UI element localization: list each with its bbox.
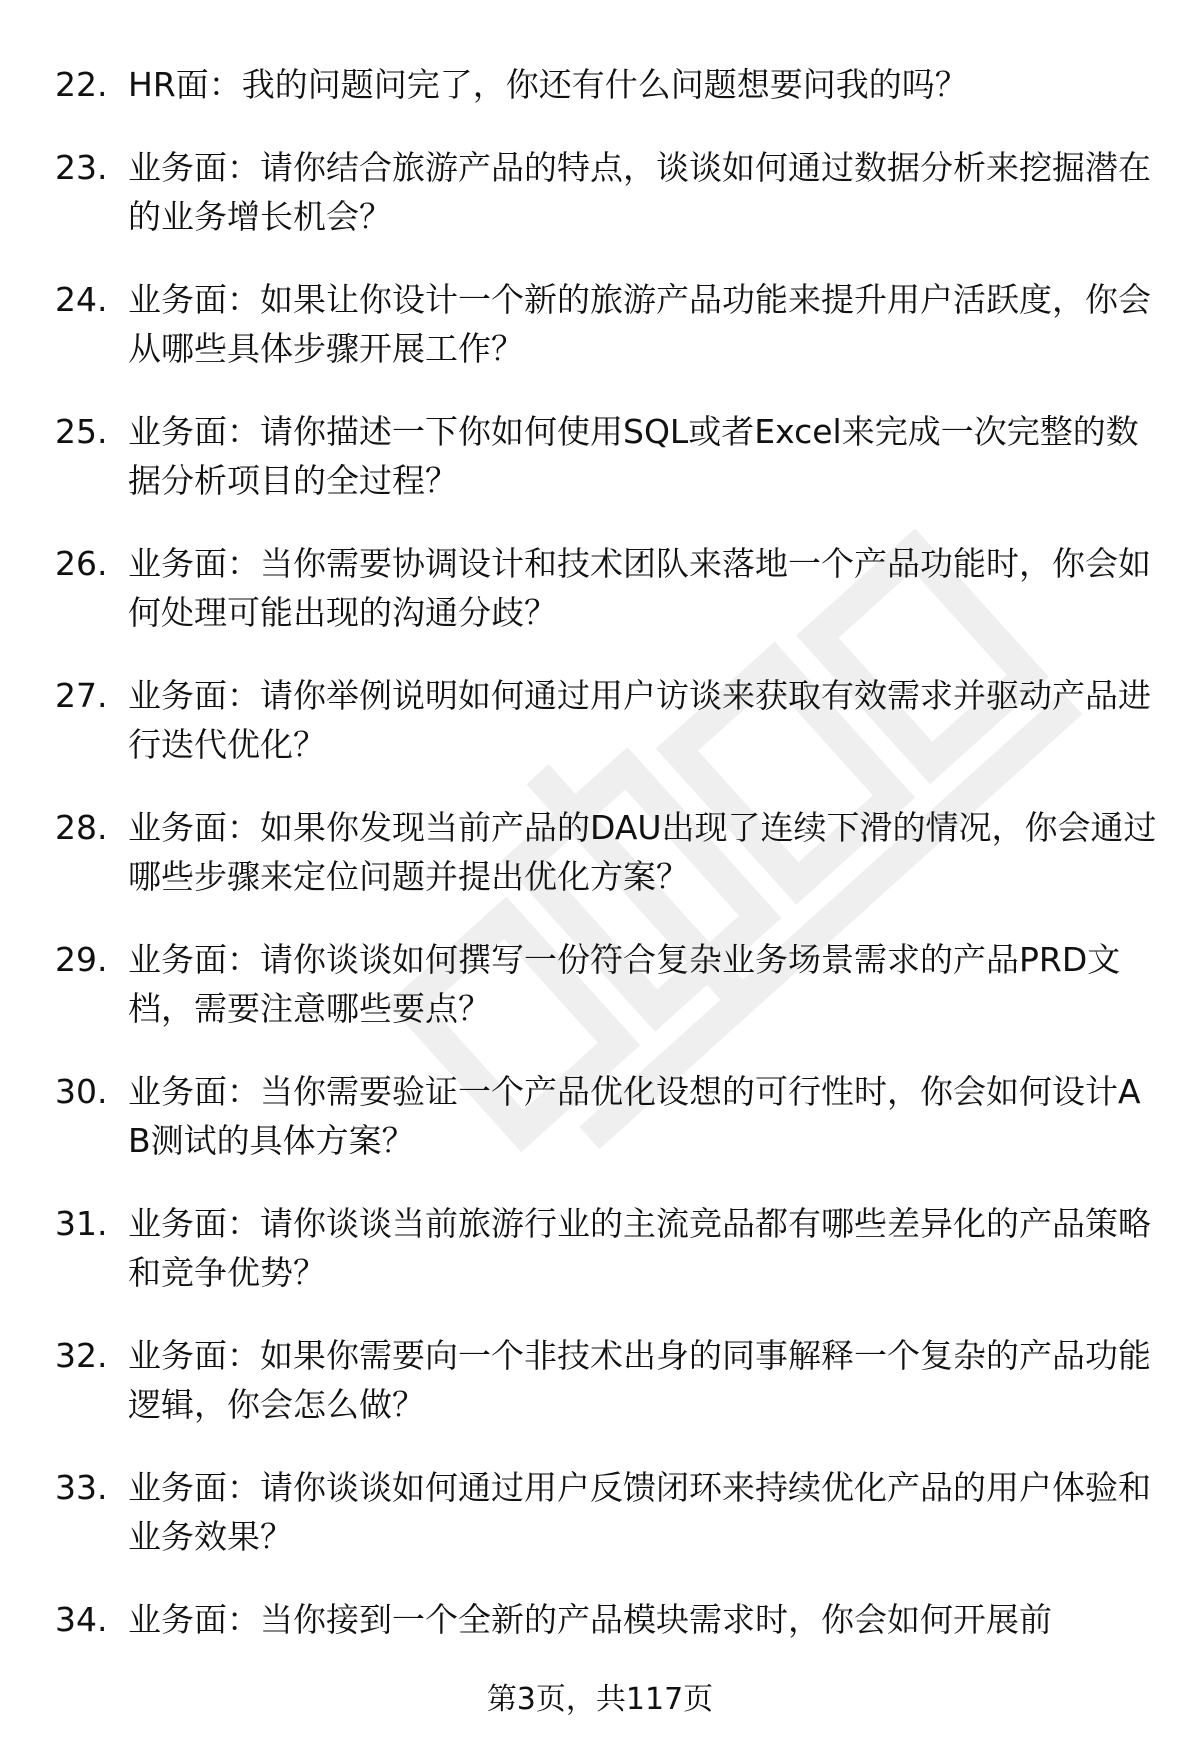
question-number: 32. <box>55 1336 108 1375</box>
question-number: 31. <box>55 1204 108 1243</box>
page-footer: 第3页，共117页 <box>486 1682 714 1717</box>
question-text: 业务面：请你举例说明如何通过用户访谈来获取有效需求并驱动产品进行迭代优化？ <box>128 676 1151 764</box>
question-number: 28. <box>55 808 108 847</box>
question-text: 业务面：请你谈谈如何撰写一份符合复杂业务场景需求的产品PRD文档，需要注意哪些要点？ <box>128 940 1121 1028</box>
question-number: 27. <box>55 676 108 715</box>
question-number: 33. <box>55 1468 108 1507</box>
question-number: 22. <box>55 65 108 104</box>
question-number: 26. <box>55 544 108 583</box>
question-number: 34. <box>55 1600 108 1639</box>
question-text: HR面：我的问题问完了，你还有什么问题想要问我的吗？ <box>128 65 968 104</box>
question-text: 业务面：当你接到一个全新的产品模块需求时，你会如何开展前 <box>128 1600 1052 1639</box>
question-text: 业务面：当你需要验证一个产品优化设想的可行性时，你会如何设计AB测试的具体方案？ <box>128 1072 1141 1160</box>
question-text: 业务面：如果你需要向一个非技术出身的同事解释一个复杂的产品功能逻辑，你会怎么做？ <box>128 1336 1151 1424</box>
question-number: 25. <box>55 412 108 451</box>
question-number: 30. <box>55 1072 108 1111</box>
question-text: 业务面：请你谈谈当前旅游行业的主流竞品都有哪些差异化的产品策略和竞争优势？ <box>128 1204 1151 1292</box>
question-text: 业务面：当你需要协调设计和技术团队来落地一个产品功能时，你会如何处理可能出现的沟通分歧？ <box>128 544 1151 632</box>
question-number: 23. <box>55 148 108 187</box>
question-number: 24. <box>55 280 108 319</box>
question-text: 业务面：请你结合旅游产品的特点，谈谈如何通过数据分析来挖掘潜在的业务增长机会？ <box>128 148 1151 236</box>
question-text: 业务面：请你谈谈如何通过用户反馈闭环来持续优化产品的用户体验和业务效果？ <box>128 1468 1151 1556</box>
question-text: 业务面：如果你发现当前产品的DAU出现了连续下滑的情况，你会通过哪些步骤来定位问题并提出优化方案？ <box>128 808 1157 896</box>
question-text: 业务面：如果让你设计一个新的旅游产品功能来提升用户活跃度，你会从哪些具体步骤开展工作？ <box>128 280 1151 368</box>
question-number: 29. <box>55 940 108 979</box>
question-text: 业务面：请你描述一下你如何使用SQL或者Excel来完成一次完整的数据分析项目的全过程？ <box>128 412 1139 500</box>
